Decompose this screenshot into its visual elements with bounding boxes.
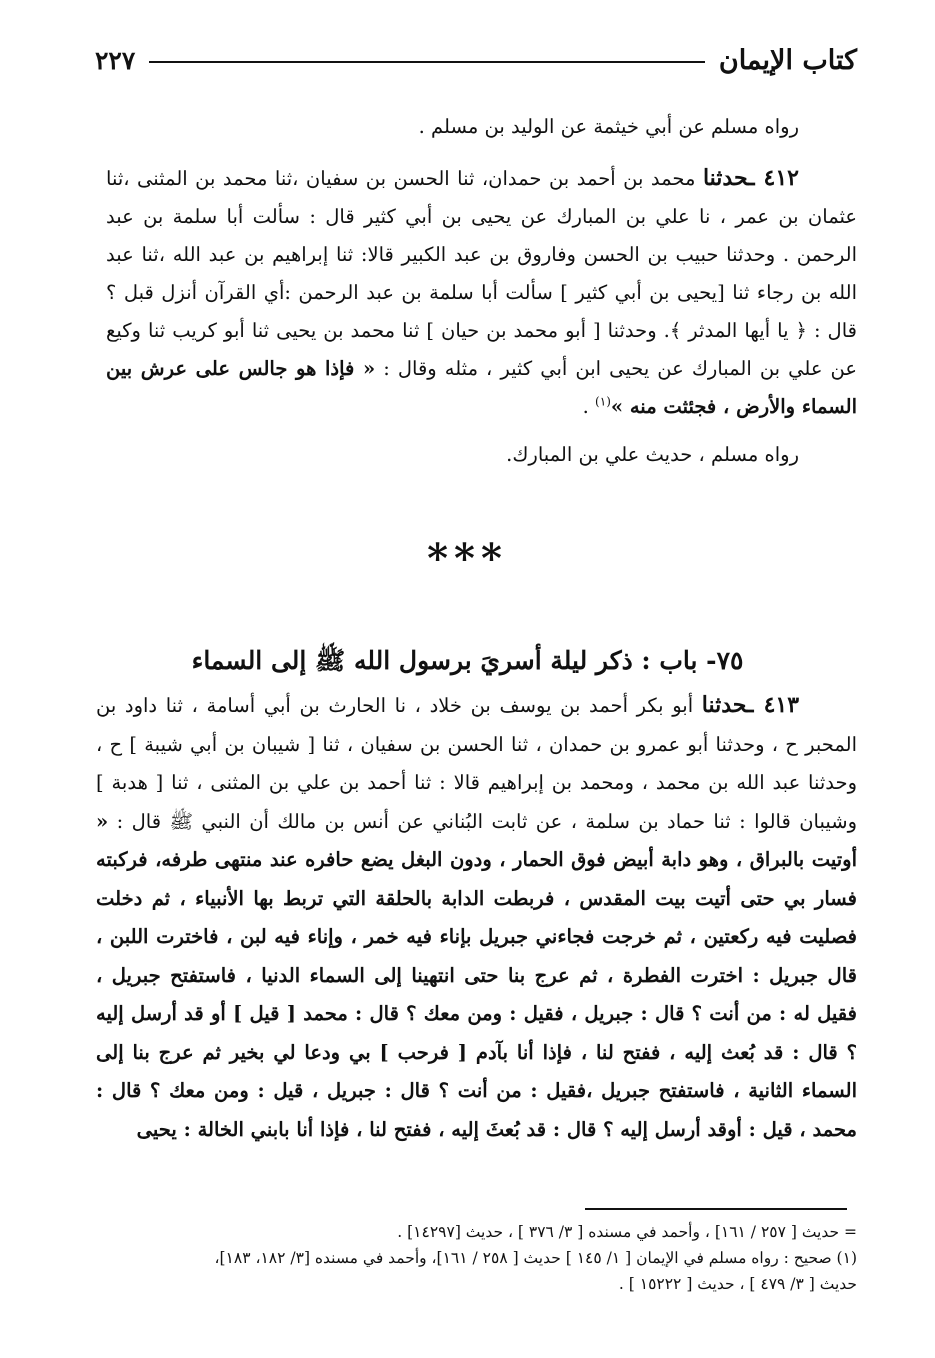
footnote-line: (١) صحيح : رواه مسلم في الإيمان [ ١/ ١٤٥ ] حديث [ ٢٥٨ / ١٦١]، وأحمد في مسنده [٣/ ١٨٢، ١٨٣]، bbox=[214, 1249, 857, 1267]
hadith-413 bbox=[96, 686, 857, 1149]
chapter-title: ٧٥- باب : ذكر ليلة أسريَ برسول الله ﷺ إلى السماء bbox=[191, 646, 744, 675]
page-header bbox=[95, 38, 857, 82]
hadith-412: ٤١٢ ـحدثنا محمد بن أحمد بن حمدان، ثنا الحسن بن سفيان ،ثنا محمد بن المثنى ،ثنا عثمان بن عمر ، نا علي بن المبارك عن يحيى بن أبي كثير قال : سألت أبا سلمة بن عبد الرحمن . وحدثنا حبيب بن الحسن وفاروق بن عبد الكبير قالا: ثنا إبراهيم بن عبد الله ،ثنا عبد الله بن رجاء ثنا [يحيى بن أبي كثير ] سألت أبا سلمة بن عبد الرحمن :أي القرآن أنزل قبل ؟ قال : ﴿ يا أيها المدثر ﴾. وحدثنا [ أبو محمد بن حيان ] ثنا محمد بن يحيى ثنا أبو كريب ثنا وكيع عن علي بن المبارك عن يحيى ابن أبي كثير ، مثله وقال : « فإذا هو جالس على عرش بين السماء والأرض ، فجئثت منه »$^{(١)}$ . bbox=[106, 165, 858, 418]
footnote-line: حديث [ ٣/ ٤٧٩ ] ، حديث [ ١٥٢٢٢ ] . bbox=[618, 1275, 857, 1293]
section-hadith-412 bbox=[106, 108, 857, 474]
header-rule bbox=[149, 61, 705, 63]
hadith-matn: « أوتيت بالبراق ، وهو دابة أبيض فوق الحمار ، ودون البغل يضع حافره عند منتهى طرفه، فركبته فسار بي حتى أتيت بيت المقدس ، فربطت الدابة بالحلقة التي تربط بها الأنبياء ، ثم دخلت فصليت فيه ركعتين ، ثم خرجت فجاءني جبريل بإناء فيه خمر ، وإناء فيه لبن ، فاخترت اللبن ، قال جبريل : اخترت الفطرة ، ثم عرج بنا حتى انتهينا إلى السماء الدنيا ، فاستفتح جبريل ، فقيل له : من أنت ؟ قال : جبريل ، فقيل : ومن معك ؟ قال : محمد [ قيل ] أو قد أرسل إليه ؟ قال : قد بُعث إليه ، ففتح لنا ، فإذا أنا بآدم [ فرحب ] بي ودعا لي بخير ثم عرج بنا إلى السماء الثانية ، فاستفتح جبريل ،فقيل : من أنت ؟ قال : جبريل ، قيل : ومن معك ؟ قال : محمد ، قيل : أوقد أرسل إليه ؟ قال : قد بُعثَ إليه ، ففتح لنا ، فإذا أنا بابني الخالة : يحيى bbox=[96, 809, 857, 1141]
footnote-line: = حديث [ ٢٥٧ / ١٦١] ، وأحمد في مسنده [ ٣/ ٣٧٦ ] ، حديث [١٤٢٩٧] . bbox=[397, 1223, 857, 1241]
hadith-number: ٤١٣ ـ bbox=[747, 692, 800, 718]
section-hadith-413 bbox=[96, 686, 857, 1149]
hadith-keyword: حدثنا bbox=[701, 692, 748, 718]
hadith-quote: « فإذا هو جالس على عرش بين السماء والأرض ، فجئثت منه » bbox=[106, 357, 857, 418]
footnotes bbox=[96, 1219, 857, 1297]
hadith-number: ٤١٢ ـ bbox=[748, 165, 799, 191]
page-number: ٢٢٧ bbox=[95, 45, 136, 75]
intro-line: رواه مسلم عن أبي خيثمة عن الوليد بن مسلم . bbox=[418, 115, 799, 138]
section-divider-stars: *** bbox=[427, 535, 508, 582]
book-title: كتاب الإيمان bbox=[718, 44, 857, 76]
hadith-text: أبو بكر أحمد بن يوسف بن خلاد ، نا الحارث بن أبي أسامة ، ثنا داود بن المحبر ح ، وحدثنا أبو عمرو بن حمدان ، ثنا الحسن بن سفيان ، ثنا [ شيبان بن أبي شيبة ] ح ، وحدثنا عبد الله بن محمد ، ومحمد بن إبراهيم قالا : ثنا أحمد بن علي بن المثنى ، ثنا [ هدبة ] وشيبان قالوا : ثنا حماد بن سلمة ، عن ثابت البُناني عن أنس بن مالك أن النبي ﷺ قال : bbox=[96, 694, 857, 833]
hadith-text: محمد بن أحمد بن حمدان، ثنا الحسن بن سفيان ،ثنا محمد بن المثنى ،ثنا عثمان بن عمر ، نا علي بن المبارك عن يحيى بن أبي كثير قال : سألت أبا سلمة بن عبد الرحمن . وحدثنا حبيب بن الحسن وفاروق بن عبد الكبير قالا: ثنا إبراهيم بن عبد الله ،ثنا عبد الله بن رجاء ثنا [يحيى بن أبي كثير ] سألت أبا سلمة بن عبد الرحمن :أي القرآن أنزل قبل ؟ قال : ﴿ يا أيها المدثر ﴾. وحدثنا [ أبو محمد بن حيان ] ثنا محمد بن يحيى ثنا أبو كريب ثنا وكيع عن علي بن المبارك عن يحيى ابن أبي كثير ، مثله وقال : bbox=[106, 167, 858, 380]
footnote-marker: (١) bbox=[595, 394, 611, 409]
hadith-keyword: حدثنا bbox=[702, 165, 749, 191]
footnote-rule bbox=[585, 1208, 847, 1210]
outro-line: رواه مسلم ، حديث علي بن المبارك. bbox=[506, 443, 799, 466]
